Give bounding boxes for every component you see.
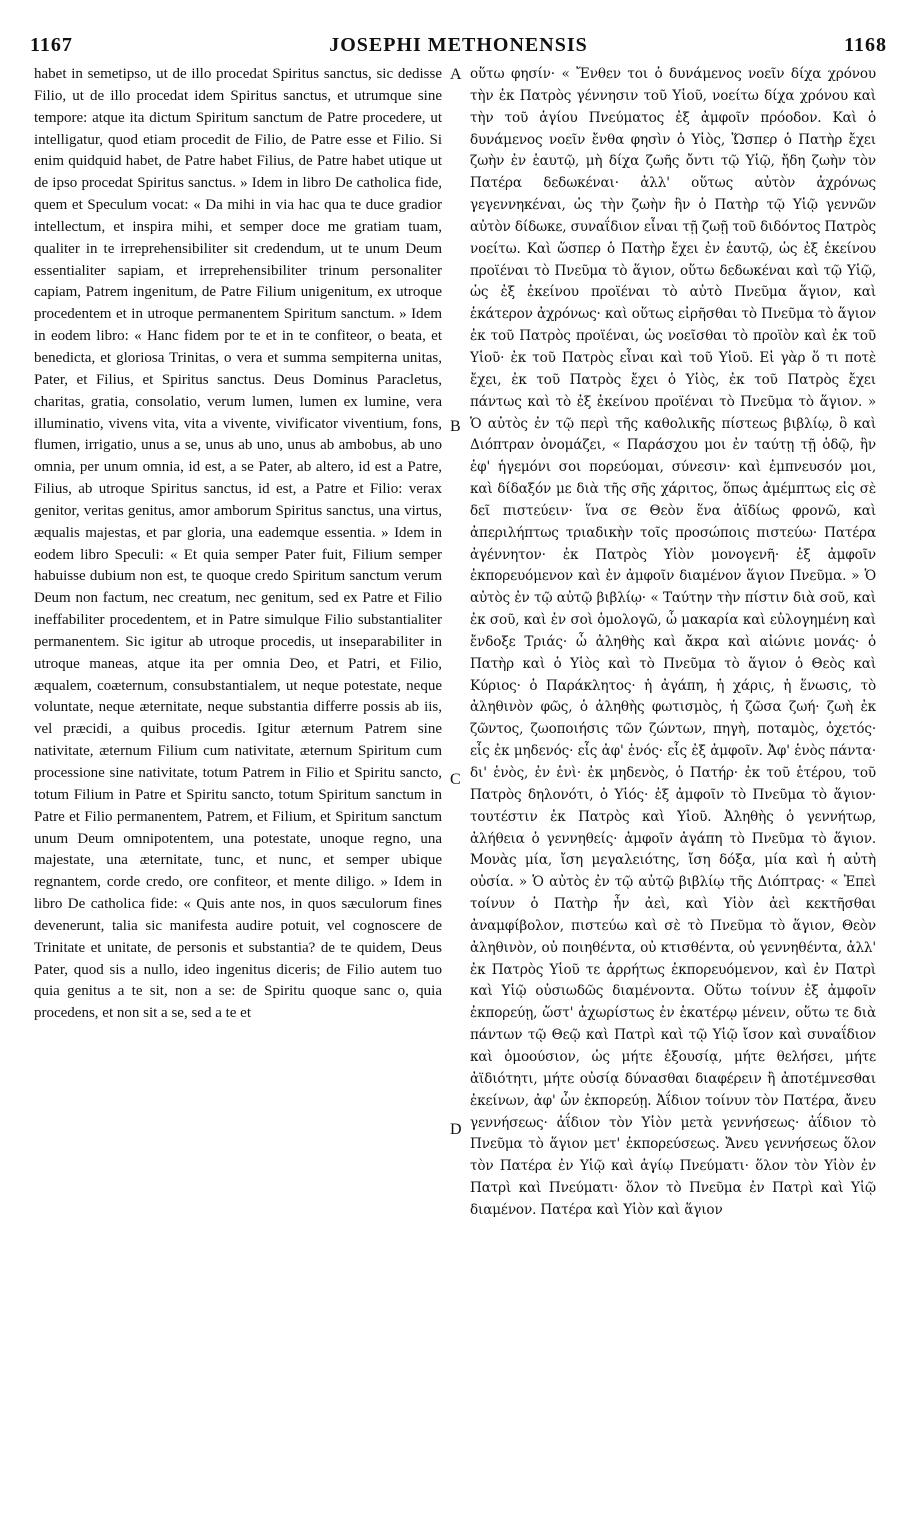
latin-text: habet in semetipso, ut de illo procedat Spiritus sanctus, sic dedisse Filio, ut de illo procedat idem Spiritus sanctus, et utrumque sine tempore: atque ita dictum Spiritum sanctum de Patre procedere, ut intelligatur, quod etiam procedit de Filio, de Patre esse et Filio. Si enim quidquid habet, de Patre habet Filius, de Patre habet utique ut de ipso procedat Spiritus sanctus. » Idem in libro De catholica fide, quem et Speculum vocat: « Da mihi in via hac qua te duce gradior intellectum, et inspira mihi, et semper doce me gratiam tuam, qualiter in te irreprehensibiliter sit credendum, ut te unum Deum essentialiter sapiam, et irreprehensibiliter trinum personaliter capiam, Patrem ingenitum, de Patre Filium unigenitum, ex utroque procedentem et in utroque permanentem Spiritum sanctum. » Idem in eodem libro: « Hanc fidem por te et in te confiteor, o beata, et benedicta, et gloriosa Trinitas, o vera et summa sempiterna unitas, Pater, et Filius, et Spiritus sanctus. Deus Dominus Paracletus, charitas, gratia, consolatio, verum lumen, lumen ex lumine, vera illuminatio, vivens vita, vita a vivente, vivificator viventium, fons, flumen, irrigatio, unus a se, unus ab uno, unus ab ambobus, ab uno omnia, per unum omnia, id est, a se Pater, ab altero, id est a Patre, Filius, ab utroque Spiritus sanctus, id est, a Patre et Filio: verax genitor, veritas genitus, amor amborum Spiritus sanctus, una virtus, æqualis majestas, et par gloria, una eademque essentia. » Idem in eodem libro Speculi: « Et quia semper Pater fuit, Filium semper habuisse dubium non est, te quoque credo Spiritum sanctum verum Deum non factum, nec creatum, nec genitum, sed ex Patre et Filio ineffabiliter procedentem, et in Patre simulque Filio substantialiter permanentem. Sic igitur ab utroque procedis, ut inseparabiliter in utroque maneas, atque ita per omnia Deo, et Patri, et Filio, æqualem, coæternum, consubstantialem, ut neque potestate, neque voluntate, neque æternitate, neque substantia differre possis ab iis, vel præcidi, a quibus procedis. Igitur æternum Patrem sine nativitate, æternum Filium cum nativitate, æternum Spiritum cum processione sine nativitate, totum Patrem in Filio et Spiritu sancto, totum Filium in Patre et Spiritu sancto, totum Spiritum sanctum in Patre et Filio permanentem, Patrem, et Filium, et Spiritum sanctum unum Deum omnipotentem, una potestate, unoque regno, una majestate, una æternitate, tunc, et nunc, et semper ubique regnantem, corde credo, ore confiteor, et mente diligo. » Idem in libro De catholica fide: « Quis ante nos, in quos sæculorum fines devenerunt, talia sic manifesta audire potuit, vel cognoscere de Trinitate et unitate, de personis et substantia? de te quidem, Deus Pater, quod sis a nullo, ideo ingenitus diceris; de Filio autem tuo quia genitus a te sit, non a se: de Spiritu quoque sanc o, quia procedens, et non sit a se, sed a te et (34, 66, 442, 1022)
margin-marker-b: B (450, 418, 461, 435)
latin-column (34, 64, 442, 1534)
margin-marker-c: C (450, 771, 461, 788)
running-header (30, 34, 887, 64)
right-page-number: 1168 (844, 34, 887, 56)
margin-marker-a: A (450, 66, 462, 83)
greek-column (470, 64, 876, 1534)
running-title: JOSEPHI METHONENSIS (329, 34, 588, 56)
margin-marker-d: D (450, 1121, 462, 1138)
greek-text: οὕτω φησίν· « Ἔνθεν τοι ὁ δυνάμενος νοεῖν δίχα χρόνου τὴν ἐκ Πατρὸς γέννησιν τοῦ Υἱοῦ, νοείτω δίχα χρόνου καὶ τὴν τοῦ ἁγίου Πνεύματος ἐξ ἀμφοῖν πρόοδον. Καὶ ὁ δυνάμενος νοεῖν ἔνθα φησὶν ὁ Υἱὸς, Ὥσπερ ὁ Πατὴρ ἔχει ζωὴν ἐν ἑαυτῷ, μὴ δίχα ζωῆς ὄντι τῷ Υἱῷ, ἤδη ζωὴν τὸν Πατέρα δεδωκέναι· ἀλλ' οὕτως αὐτὸν ἀχρόνως γεγεννηκέναι, ὡς τὴν ζωὴν ἣν ὁ Πατὴρ τῷ Υἱῷ γεννῶν αὐτὸν δίδωκε, συναΐδιον εἶναι τῇ ζωῇ τοῦ διδόντος Πατρὸς νοείτω. Καὶ ὥσπερ ὁ Πατὴρ ἔχει ἐν ἑαυτῷ, ὡς ἐξ ἐκείνου προϊέναι τὸ Πνεῦμα τὸ ἅγιον, οὕτω δεδωκέναι καὶ τῷ Υἱῷ, ὡς ἐξ ἐκείνου προϊέναι τὸ αὐτὸ Πνεῦμα ἅγιον, καὶ ἑκάτερον ἀχρόνως· καὶ οὕτως εἰρῆσθαι τὸ Πνεῦμα τὸ ἅγιον ἐκ τοῦ Πατρὸς προϊέναι, ὡς νοεῖσθαι τὸ προϊὸν καὶ ἐκ τοῦ Υἱοῦ· ἐκ τοῦ Πατρὸς εἶναι καὶ τοῦ Υἱοῦ. Εἰ γὰρ ὅ τι ποτὲ ἔχει, ἐκ τοῦ Πατρὸς ἔχει ὁ Υἱὸς, ἐκ τοῦ Πατρὸς ἔχει πάντως καὶ τὸ ἐξ ἐκείνου προϊέναι τὸ Πνεῦμα τὸ ἅγιον. » Ὁ αὐτὸς ἐν τῷ περὶ τῆς καθολικῆς πίστεως βιβλίῳ, ὃ καὶ Διόπτραν ὀνομάζει, « Παράσχου μοι ἐν ταύτῃ τῇ ὁδῷ, ἣν ἐφ' ἡγεμόνι σοι πορεύομαι, σύνεσιν· καὶ ἐμπνευσόν μοι, καὶ δίδαξόν με διὰ τῆς σῆς χάριτος, ὅπως ἀμέμπτως εἰς σὲ δεῖ πιστεύειν· ἵνα σε Θεὸν ἕνα ἀϊδίως φρονῶ, καὶ ἀπεριλήπτως τριαδικὴν τοῖς προσώποις πιστεύω· Πατέρα ἀγέννητον· ἐκ Πατρὸς Υἱὸν μονογενῆ· ἐξ ἀμφοῖν ἐκπορευόμενον καὶ ἐν ἀμφοῖν διαμένον ἅγιον Πνεῦμα. » Ὁ αὐτὸς ἐν τῷ αὐτῷ βιβλίῳ· « Ταύτην τὴν πίστιν διὰ σοῦ, καὶ ἐκ σοῦ, καὶ ἐν σοὶ ὁμολογῶ, ὦ μακαρία καὶ εὐλογημένη καὶ ἔνδοξε Τριάς· ὦ ἀληθὴς καὶ ἄκρα καὶ αἰώνιε μονάς· ὁ Πατὴρ καὶ ὁ Υἱὸς καὶ τὸ Πνεῦμα τὸ ἅγιον ὁ Θεὸς καὶ Κύριος· ὁ Παράκλητος· ἡ ἀγάπη, ἡ χάρις, ἡ ἕνωσις, τὸ ἀληθινὸν φῶς, ὁ ἀληθὴς φωτισμὸς, ἡ ζῶσα ζωή· ζωὴ ἐκ ζῶντος, ζωοποιήσις τῶν ζώντων, πηγὴ, ποταμὸς, ὀχετός· εἷς ἐκ μηδενός· εἷς ἀφ' ἑνός· εἷς ἐξ ἀμφοῖν. Ἀφ' ἑνὸς πάντα· δι' ἑνὸς, ἐν ἑνὶ· ἐκ μηδενὸς, ὁ Πατήρ· ἐκ τοῦ ἑτέρου, τοῦ Πατρὸς δηλονότι, ὁ Υἱός· ἐξ ἀμφοῖν τὸ Πνεῦμα τὸ ἅγιον· τουτέστιν ἐκ Πατρὸς καὶ Υἱοῦ. Ἀληθὴς ὁ γεννήτωρ, ἀλήθεια ὁ γεννηθείς· ἀμφοῖν ἀγάπη τὸ Πνεῦμα τὸ ἅγιον. Μονὰς μία, ἴση μεγαλειότης, ἴση δόξα, μία καὶ ἡ αὐτὴ οὐσία. » Ὁ αὐτὸς ἐν τῷ αὐτῷ βιβλίῳ τῆς Διόπτρας· « Ἐπεὶ τοίνυν ὁ Πατὴρ ἦν ἀεὶ, καὶ Υἱὸν ἀεὶ κεκτῆσθαι ἀναμφίβολον, πιστεύω καὶ σὲ τὸ Πνεῦμα τὸ ἅγιον, Θεὸν ἀληθινὸν, οὐ ποιηθέντα, οὐ κτισθέντα, οὐ γεννηθέντα, ἀλλ' ἐκ Πατρὸς Υἱοῦ τε ἀρρήτως ἐκπορευόμενον, καὶ ἐν Πατρὶ καὶ Υἱῷ οὐσιωδῶς διαμένοντα. Οὕτω τοίνυν ἐξ ἀμφοῖν ἐκπορεύῃ, ὥστ' ἀχωρίστως ἐν ἑκατέρῳ μένειν, οὕτω τε διὰ πάντων τῷ Θεῷ καὶ Πατρὶ καὶ τῷ Υἱῷ ἴσον καὶ συναΐδιον καὶ ὁμοούσιον, ὡς μήτε ἐξουσίᾳ, μήτε θελήσει, μήτε ἀϊδιότητι, μήτε οὐσίᾳ δύνασθαι διαφέρειν ἢ ἀποτέμνεσθαι ἐκείνων, ἀφ' ὧν ἐκπορεύῃ. Ἀΐδιον τοίνυν τὸν Πατέρα, ἄνευ γεννήσεως· ἀΐδιον τὸν Υἱὸν μετὰ γεννήσεως· ἀΐδιον τὸ Πνεῦμα τὸ ἅγιον μετ' ἐκπορεύσεως. Ἄνευ γεννήσεως ὅλον τὸν Πατέρα ἐν Υἱῷ καὶ ἁγίῳ Πνεύματι· ὅλον τὸν Υἱὸν ἐν Πατρὶ καὶ Πνεύματι· ὅλον τὸ Πνεῦμα ἐν Πατρὶ καὶ Υἱῷ διαμένον. Πατέρα καὶ Υἱὸν καὶ ἅγιον (470, 66, 876, 1218)
left-page-number: 1167 (30, 34, 73, 56)
